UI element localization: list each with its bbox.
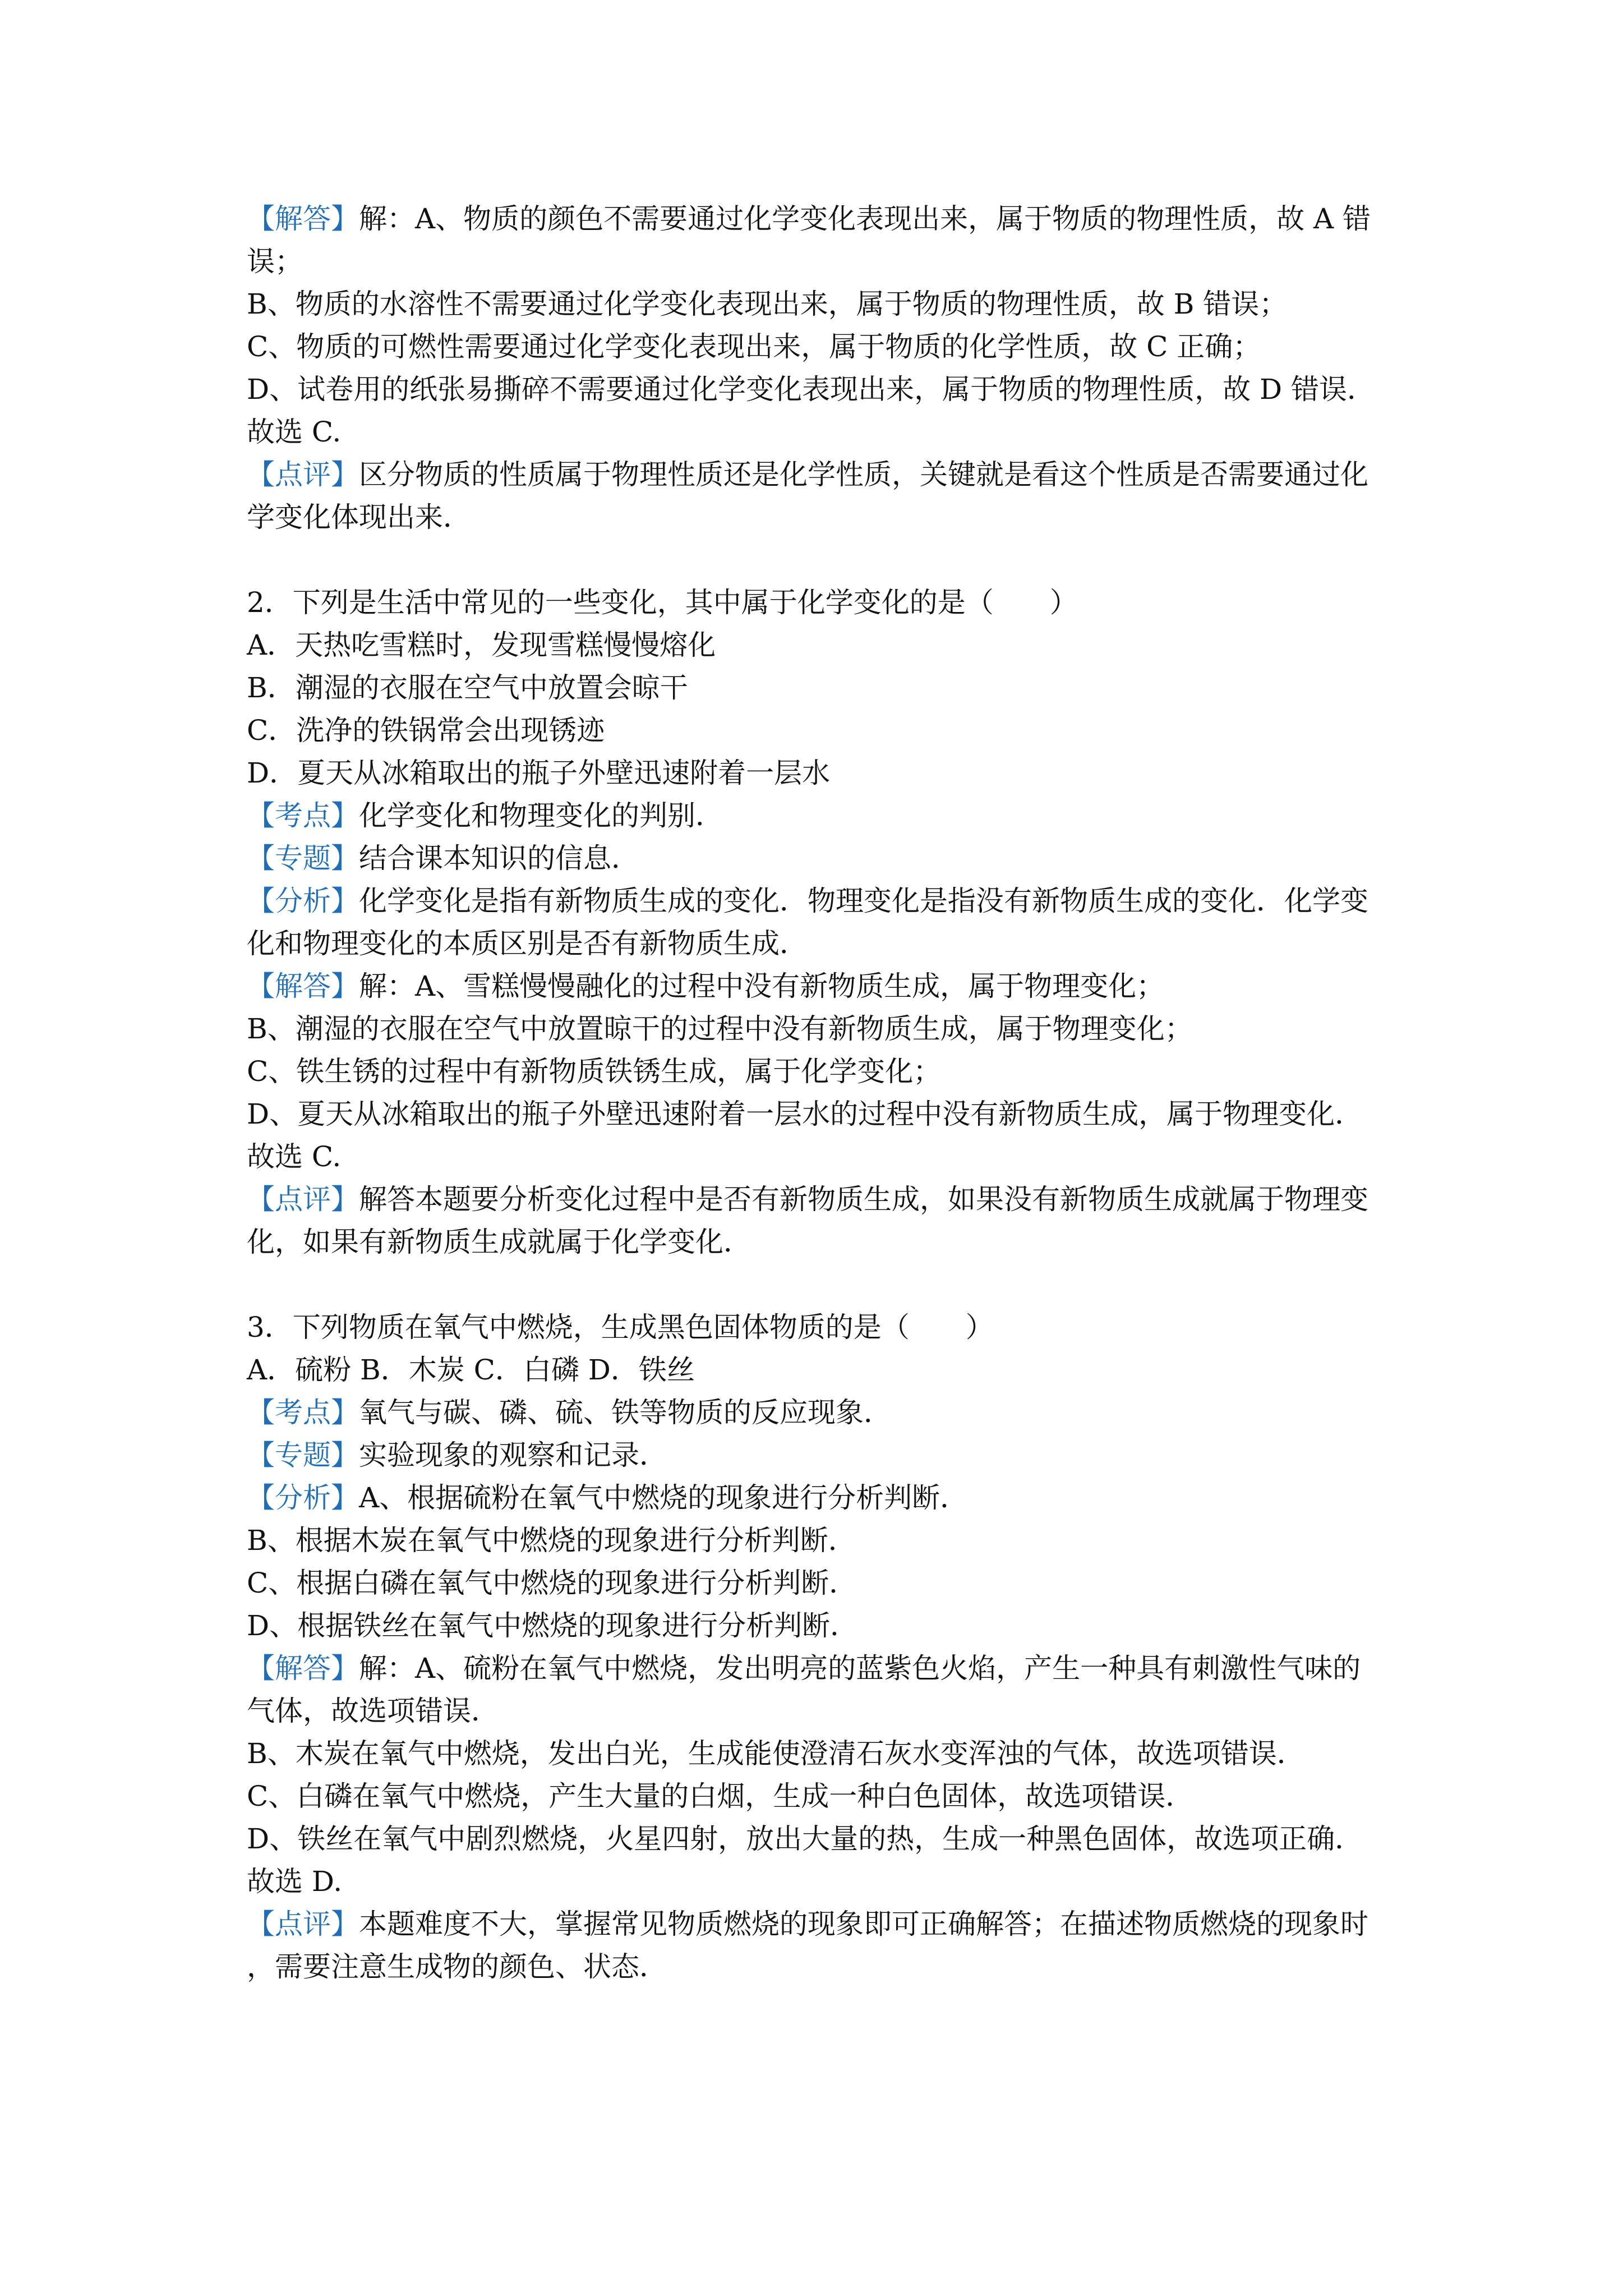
q3-zhuanti [247, 1434, 1391, 1476]
q2-answer [247, 965, 1391, 1178]
answer-tag: 【解答】 [247, 1652, 359, 1685]
zhuanti-tag: 【专题】 [247, 1439, 359, 1471]
comment-tag: 【点评】 [247, 1908, 359, 1940]
text-line: 化，如果有新物质生成就属于化学变化． [247, 1226, 751, 1258]
comment-tag: 【点评】 [247, 1183, 359, 1216]
q2-comment [247, 1178, 1391, 1263]
text-line: 【点评】区分物质的性质属于物理性质还是化学性质，关键就是看这个性质是否需要通过化 [247, 458, 1368, 491]
options-line: A．硫粉 B．木炭 C．白磷 D．铁丝 [247, 1354, 695, 1386]
text-line: 故选 D. [247, 1865, 343, 1898]
q1-answer [247, 197, 1391, 453]
text-line: B、潮湿的衣服在空气中放置晾干的过程中没有新物质生成，属于物理变化； [247, 1013, 1193, 1045]
analysis-tag: 【分析】 [247, 885, 359, 917]
question-stem: 2．下列是生活中常见的一些变化，其中属于化学变化的是（ ） [247, 586, 1078, 619]
text-line: 【考点】氧气与碳、磷、硫、铁等物质的反应现象． [247, 1396, 892, 1429]
q1-comment [247, 453, 1391, 539]
text-line: D、夏天从冰箱取出的瓶子外壁迅速附着一层水的过程中没有新物质生成，属于物理变化． [247, 1098, 1363, 1130]
q3-kaodian [247, 1391, 1391, 1434]
text-line: B、木炭在氧气中燃烧，发出白光，生成能使澄清石灰水变浑浊的气体，故选项错误． [247, 1737, 1305, 1770]
text-line: 气体，故选项错误． [247, 1695, 499, 1727]
text-line: 【分析】化学变化是指有新物质生成的变化．物理变化是指没有新物质生成的变化．化学变 [247, 885, 1368, 917]
q2-zhuanti [247, 837, 1391, 880]
text-line: 【专题】实验现象的观察和记录． [247, 1439, 667, 1471]
text-line: B、物质的水溶性不需要通过化学变化表现出来，属于物质的物理性质，故 B 错误； [247, 288, 1288, 320]
text-line: C、物质的可燃性需要通过化学变化表现出来，属于物质的化学性质，故 C 正确； [247, 330, 1261, 363]
document-page [247, 197, 1391, 1988]
text-line: 误； [247, 245, 303, 278]
text-line: 故选 C. [247, 1140, 342, 1173]
text-line: 【解答】解：A、雪糕慢慢融化的过程中没有新物质生成，属于物理变化； [247, 970, 1165, 1002]
kaodian-tag: 【考点】 [247, 799, 359, 832]
answer-tag: 【解答】 [247, 203, 359, 235]
text-line: 【点评】本题难度不大，掌握常见物质燃烧的现象即可正确解答；在描述物质燃烧的现象时 [247, 1908, 1368, 1940]
comment-tag: 【点评】 [247, 458, 359, 491]
q2-analysis [247, 880, 1391, 965]
text-line: 化和物理变化的本质区别是否有新物质生成． [247, 927, 808, 960]
q3-stem [247, 1306, 1391, 1349]
q3-answer [247, 1647, 1391, 1903]
text-line: 【专题】结合课本知识的信息． [247, 842, 639, 875]
paragraph-gap [247, 539, 1391, 581]
q2-options [247, 624, 1391, 794]
text-line: C、铁生锈的过程中有新物质铁锈生成，属于化学变化； [247, 1055, 942, 1088]
text-line: 【考点】化学变化和物理变化的判别． [247, 799, 723, 832]
question-stem: 3．下列物质在氧气中燃烧，生成黑色固体物质的是（ ） [247, 1311, 994, 1343]
analysis-tag: 【分析】 [247, 1481, 359, 1514]
text-line: 【解答】解：A、硫粉在氧气中燃烧，发出明亮的蓝紫色火焰，产生一种具有刺激性气味的 [247, 1652, 1361, 1685]
text-line: 【解答】解：A、物质的颜色不需要通过化学变化表现出来，属于物质的物理性质，故 A 错 [247, 203, 1371, 235]
q2-kaodian [247, 794, 1391, 837]
option-c: C．洗净的铁锅常会出现锈迹 [247, 714, 605, 747]
zhuanti-tag: 【专题】 [247, 842, 359, 875]
text-line: 【分析】A、根据硫粉在氧气中燃烧的现象进行分析判断． [247, 1481, 969, 1514]
option-d: D．夏天从冰箱取出的瓶子外壁迅速附着一层水 [247, 757, 831, 789]
kaodian-tag: 【考点】 [247, 1396, 359, 1429]
text-line: ，需要注意生成物的颜色、状态． [247, 1950, 667, 1983]
text-line: 【点评】解答本题要分析变化过程中是否有新物质生成，如果没有新物质生成就属于物理变 [247, 1183, 1368, 1216]
paragraph-gap [247, 1263, 1391, 1306]
text-line: 学变化体现出来． [247, 501, 471, 533]
q3-analysis [247, 1476, 1391, 1647]
text-line: C、白磷在氧气中燃烧，产生大量的白烟，生成一种白色固体，故选项错误． [247, 1780, 1194, 1812]
option-b: B．潮湿的衣服在空气中放置会晾干 [247, 671, 688, 704]
text-line: D、根据铁丝在氧气中燃烧的现象进行分析判断． [247, 1609, 859, 1642]
option-a: A．天热吃雪糕时，发现雪糕慢慢熔化 [247, 629, 716, 661]
text-line: C、根据白磷在氧气中燃烧的现象进行分析判断． [247, 1567, 857, 1599]
text-line: D、试卷用的纸张易撕碎不需要通过化学变化表现出来，属于物质的物理性质，故 D 错误． [247, 373, 1375, 406]
text-line: 故选 C. [247, 416, 342, 448]
text-line: B、根据木炭在氧气中燃烧的现象进行分析判断． [247, 1524, 856, 1557]
answer-tag: 【解答】 [247, 970, 359, 1002]
q3-options [247, 1349, 1391, 1391]
text-line: D、铁丝在氧气中剧烈燃烧，火星四射，放出大量的热，生成一种黑色固体，故选项正确． [247, 1823, 1363, 1855]
q2-stem [247, 581, 1391, 624]
q3-comment [247, 1903, 1391, 1988]
